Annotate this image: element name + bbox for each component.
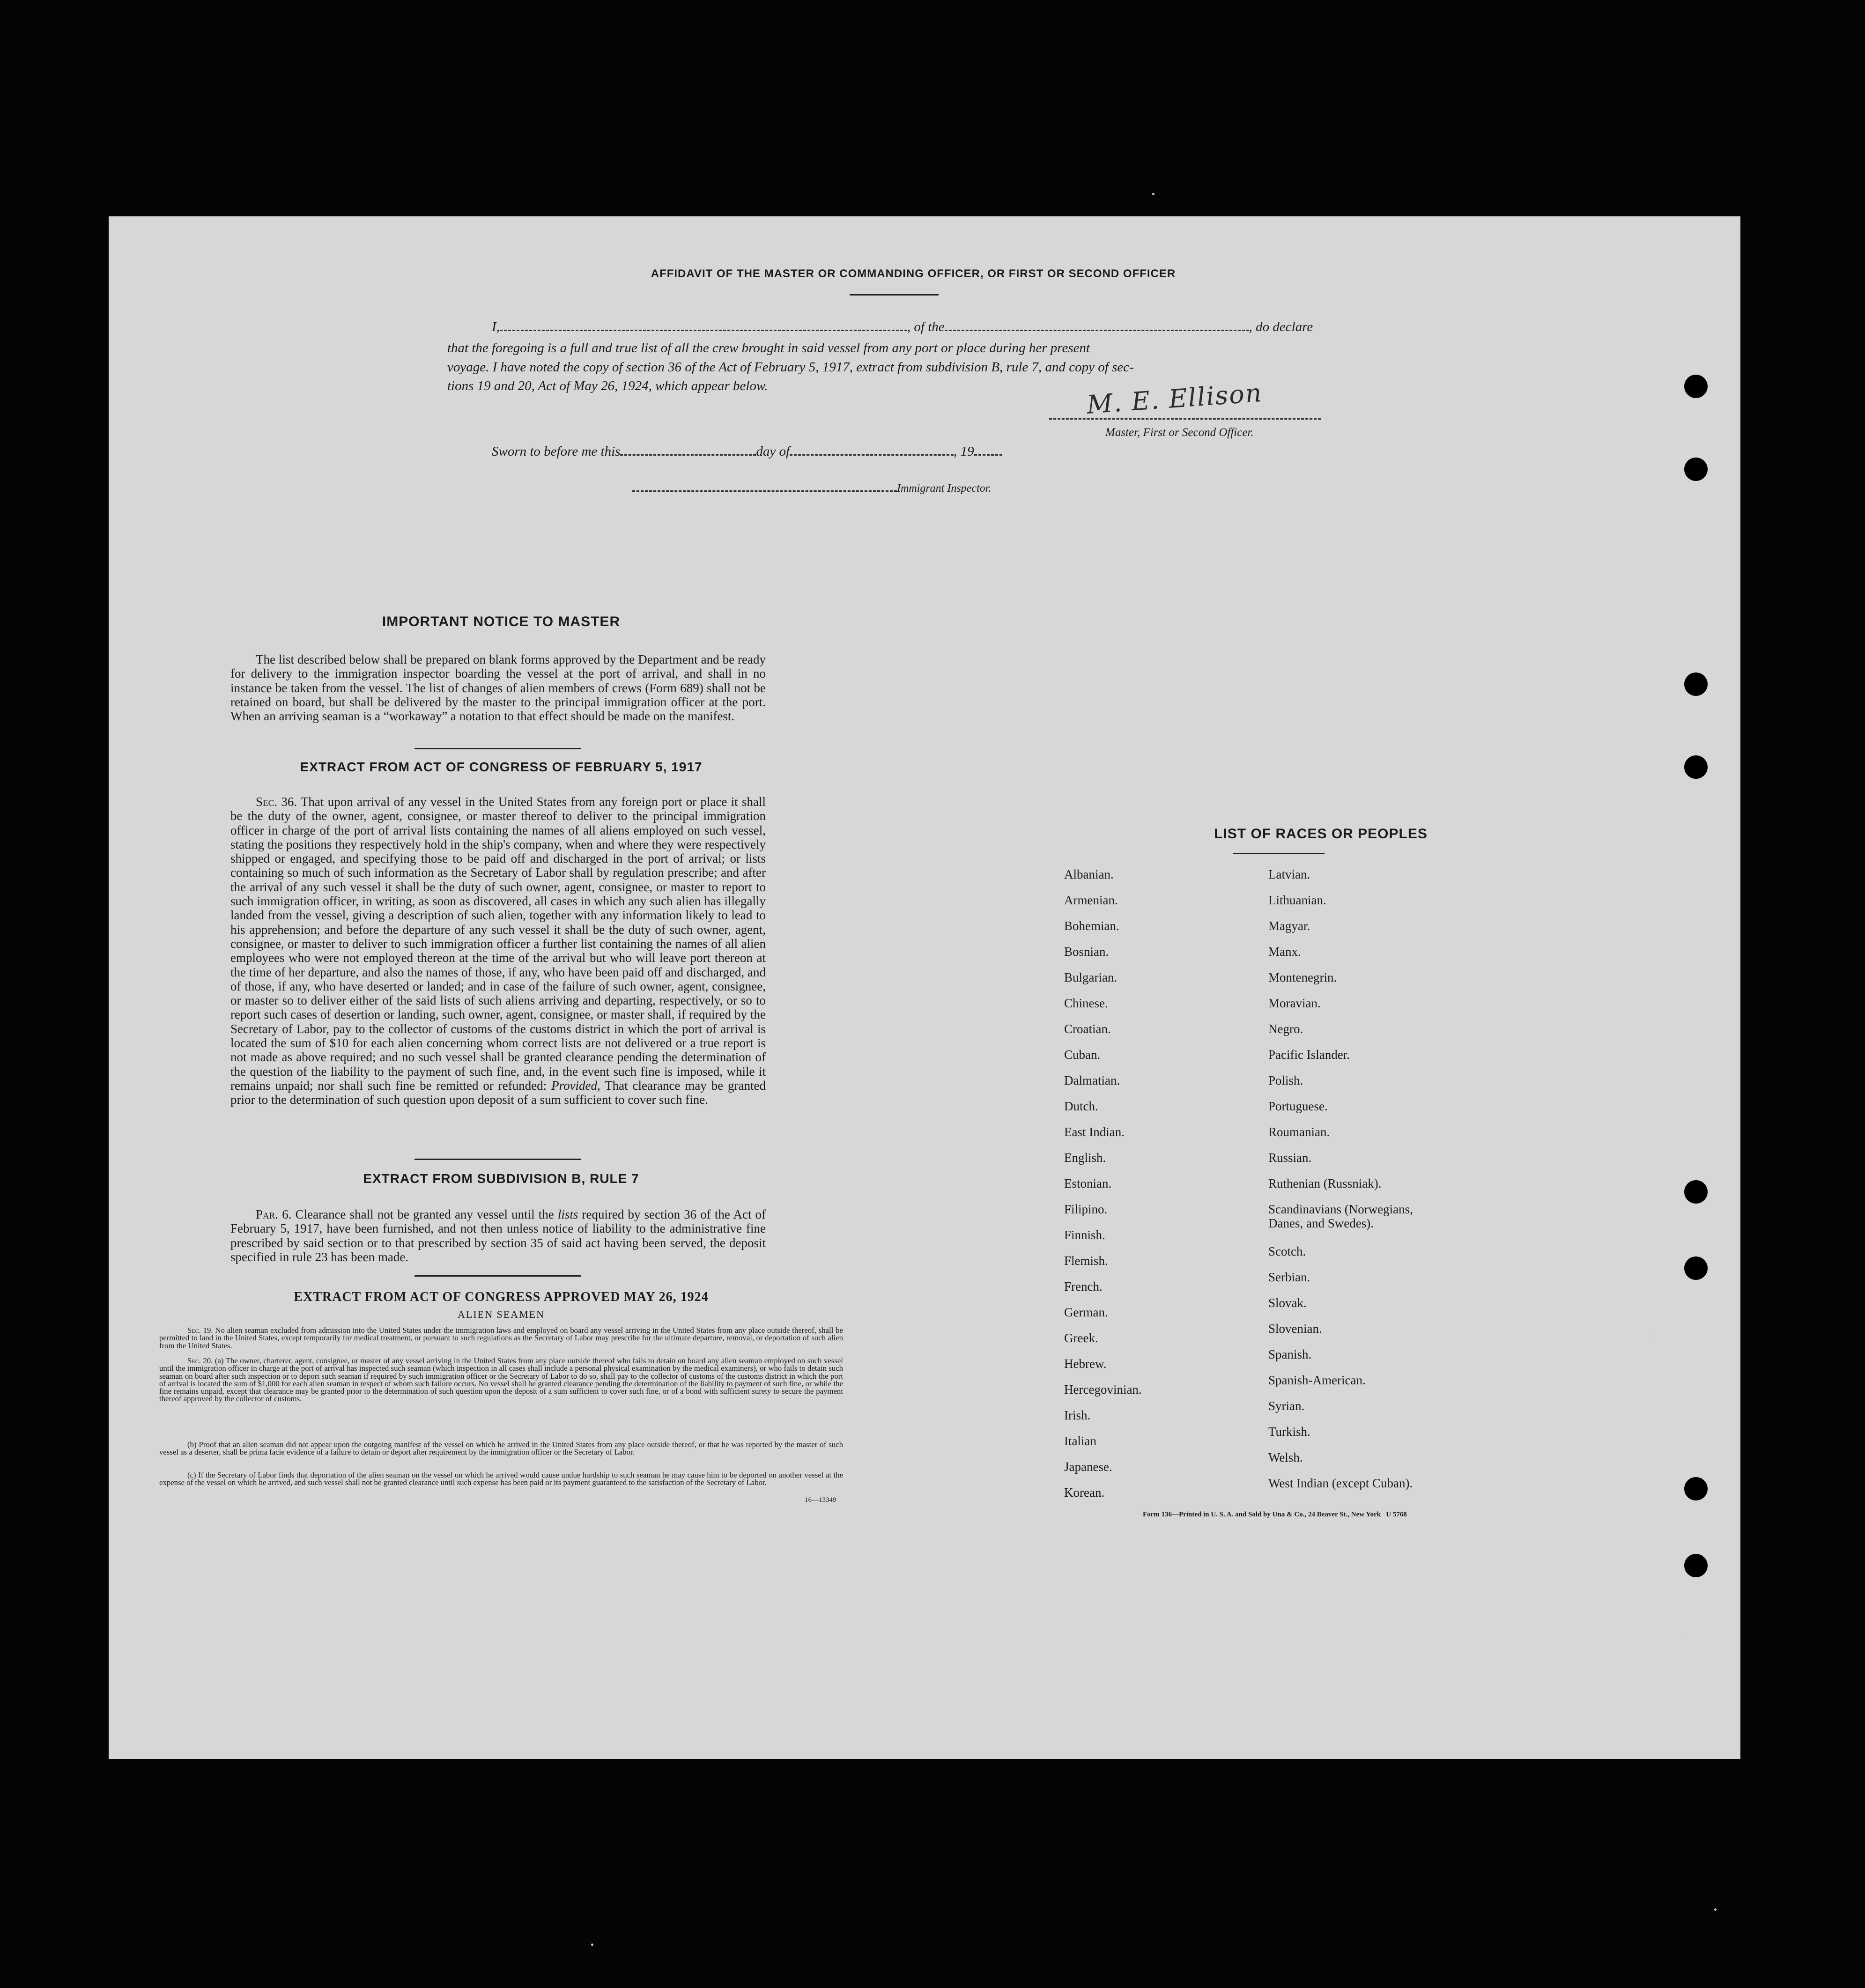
race-item: Bulgarian. bbox=[1064, 970, 1118, 984]
lists-word: lists bbox=[557, 1207, 578, 1221]
master-name-field[interactable] bbox=[500, 330, 907, 331]
race-item: Japanese. bbox=[1064, 1460, 1112, 1474]
section-19-text: No alien seaman excluded from admission into the United States under the immigration laws and employed on board any vessel arriving in the United States from any place outside thereof, shall be permitted to land in the United States, except temporarily for medical treatment, or pursuant to such regulations as the Secretary of Labor may prescribe for the ultimate departure, removal, or deportation of such alien from the United States. bbox=[159, 1326, 843, 1350]
races-title: LIST OF RACES OR PEOPLES bbox=[1214, 826, 1428, 842]
extract-1924-subtitle: ALIEN SEAMEN bbox=[458, 1308, 545, 1320]
extract-1917-body bbox=[230, 795, 766, 1107]
race-item: Finnish. bbox=[1064, 1228, 1105, 1242]
extract-1924-title: EXTRACT FROM ACT OF CONGRESS APPROVED MAY 26, 1924 bbox=[294, 1290, 709, 1304]
race-item: Dutch. bbox=[1064, 1099, 1098, 1113]
par-6-label: Par. 6. bbox=[256, 1207, 292, 1221]
race-item: Pacific Islander. bbox=[1268, 1048, 1350, 1062]
race-item: Chinese. bbox=[1064, 996, 1108, 1010]
extract-1917-title: EXTRACT FROM ACT OF CONGRESS OF FEBRUARY 5, 1917 bbox=[300, 760, 703, 774]
race-item: Irish. bbox=[1064, 1408, 1091, 1422]
affidavit-text-line-3: voyage. I have noted the copy of section 36 of the Act of February 5, 1917, extract from subdivision B, rule 7, and copy of sec- bbox=[447, 360, 1134, 375]
form-number: 16—13349 bbox=[805, 1496, 836, 1504]
section-19 bbox=[159, 1327, 843, 1350]
divider bbox=[850, 294, 939, 296]
par-6-text: Clearance shall not be granted any vessel until the bbox=[295, 1207, 554, 1221]
provided-label: Provided, bbox=[551, 1078, 600, 1093]
race-item: Spanish. bbox=[1268, 1347, 1312, 1361]
race-item: English. bbox=[1064, 1151, 1106, 1165]
section-20a-text: (a) The owner, charterer, agent, consignee, or master of any vessel arriving in the United States from any place outside thereof who fails to detain on board any alien seaman employed on such vessel until the immigration officer in charge at the port of arrival has inspected such seaman (which inspection in all cases shall include a personal physical examination by the medical examiners), or who fails to detain such seaman on board after such inspection or to deport such seaman if required by such immigration officer or the Secretary of Labor to do so, shall pay to the collector of customs of the customs district in which the port of arrival is located the sum of $1,000 for each alien seaman in respect of whom such failure occurs. No vessel shall be granted clearance pending the determination of the liability to payment of such fine, or while the fine remains unpaid, except that clearance may be granted prior to the determination of such question upon the deposit of a sum sufficient to cover such fine, or of a bond with sufficient surety to secure the payment thereof approved by the collector of customs. bbox=[159, 1356, 843, 1404]
race-item: Latvian. bbox=[1268, 867, 1310, 881]
notice-title: IMPORTANT NOTICE TO MASTER bbox=[382, 614, 621, 629]
affidavit-text-line-4: tions 19 and 20, Act of May 26, 1924, which appear below. bbox=[447, 378, 768, 393]
race-item: Serbian. bbox=[1268, 1270, 1310, 1284]
inspector-line bbox=[632, 482, 991, 495]
race-item: Russian. bbox=[1268, 1151, 1312, 1165]
race-item: Filipino. bbox=[1064, 1202, 1108, 1216]
rule7-title: EXTRACT FROM SUBDIVISION B, RULE 7 bbox=[363, 1171, 639, 1186]
affidavit-of-the: , of the bbox=[907, 319, 945, 334]
binder-hole bbox=[1684, 755, 1708, 779]
section-20-label: Sec. 20. bbox=[187, 1356, 213, 1365]
affidavit-i: I, bbox=[492, 319, 500, 334]
race-item: Flemish. bbox=[1064, 1254, 1108, 1268]
divider bbox=[414, 748, 581, 749]
races-list-right bbox=[1268, 867, 1484, 1502]
binder-hole bbox=[1684, 1477, 1708, 1500]
race-item: West Indian (except Cuban). bbox=[1268, 1476, 1413, 1490]
affidavit-text-line-2: that the foregoing is a full and true list of all the crew brought in said vessel from any port or place during her present bbox=[447, 340, 1090, 355]
race-item: Slovenian. bbox=[1268, 1322, 1322, 1336]
signature-line bbox=[1049, 418, 1321, 420]
inspector-signature-field[interactable] bbox=[632, 490, 897, 492]
section-36-text-end: That clearance may be granted prior to the determination of such question upon deposit of a sum sufficient to cover such fine. bbox=[230, 1078, 766, 1107]
race-item: Hebrew. bbox=[1064, 1357, 1107, 1371]
sworn-day-field[interactable] bbox=[620, 454, 756, 456]
race-item: Moravian. bbox=[1268, 996, 1321, 1010]
sworn-line bbox=[492, 444, 1002, 459]
section-20a bbox=[159, 1357, 843, 1403]
race-item: Greek. bbox=[1064, 1331, 1098, 1345]
signature-caption: Master, First or Second Officer. bbox=[1105, 426, 1254, 439]
divider bbox=[414, 1159, 581, 1160]
section-20c: (c) If the Secretary of Labor finds that deportation of the alien seaman on the vessel on which he arrived would cause undue hardship to such seaman he may cause him to be deported on another vessel at the expense of the vessel on which he arrived, and such vessel shall not be granted clearance until such expense has been paid or its payment guaranteed to the satisfaction of the Secretary of Labor. bbox=[159, 1471, 843, 1487]
sworn-month-field[interactable] bbox=[790, 454, 954, 456]
film-speck bbox=[1652, 1335, 1655, 1337]
sworn-prefix: Sworn to before me this bbox=[492, 444, 621, 459]
race-item: Lithuanian. bbox=[1268, 893, 1326, 907]
race-item: Portuguese. bbox=[1268, 1099, 1328, 1113]
race-item: Cuban. bbox=[1064, 1048, 1101, 1062]
race-item: Ruthenian (Russniak). bbox=[1268, 1176, 1382, 1190]
binder-hole bbox=[1684, 1554, 1708, 1577]
film-speck bbox=[1685, 1634, 1687, 1637]
divider bbox=[1233, 853, 1325, 854]
race-item: Scandinavians (Norwegians, Danes, and Swedes). bbox=[1268, 1202, 1413, 1230]
vessel-name-field[interactable] bbox=[945, 330, 1249, 331]
film-speck bbox=[1714, 1908, 1717, 1911]
race-item: Magyar. bbox=[1268, 919, 1310, 933]
race-item: Syrian. bbox=[1268, 1399, 1305, 1413]
race-item: Scotch. bbox=[1268, 1244, 1306, 1258]
inspector-caption: Immigrant Inspector. bbox=[897, 482, 992, 495]
binder-hole bbox=[1684, 1256, 1708, 1280]
divider bbox=[414, 1275, 581, 1277]
signature: M. E. Ellison bbox=[1086, 377, 1264, 420]
race-item: Estonian. bbox=[1064, 1176, 1112, 1190]
race-item: East Indian. bbox=[1064, 1125, 1125, 1139]
film-speck bbox=[591, 1944, 593, 1946]
race-item: Korean. bbox=[1064, 1485, 1105, 1500]
binder-hole bbox=[1684, 1180, 1708, 1204]
binder-hole bbox=[1684, 673, 1708, 696]
race-item: Armenian. bbox=[1064, 893, 1118, 907]
sworn-year-field[interactable] bbox=[974, 454, 1002, 456]
section-36-label: Sec. 36. bbox=[256, 795, 297, 809]
race-item: Croatian. bbox=[1064, 1022, 1111, 1036]
section-20b: (b) Proof that an alien seaman did not appear upon the outgoing manifest of the vessel on which he arrived in the United States from any place outside thereof, or that he was reported by the master of such vessel as a deserter, shall be prima facie evidence of a failure to detain or deport after requirement by the immigration officer or the Secretary of Labor. bbox=[159, 1440, 843, 1457]
affidavit-do-declare: , do declare bbox=[1249, 319, 1313, 334]
races-list-left bbox=[1064, 867, 1261, 1511]
race-item: German. bbox=[1064, 1305, 1108, 1319]
race-item: Montenegrin. bbox=[1268, 970, 1337, 984]
race-item: Negro. bbox=[1268, 1022, 1303, 1036]
sworn-year: , 19 bbox=[954, 444, 974, 459]
race-item: Albanian. bbox=[1064, 867, 1114, 881]
race-item: French. bbox=[1064, 1279, 1103, 1293]
section-19-label: Sec. 19. bbox=[187, 1326, 213, 1335]
sworn-day-of: day of bbox=[756, 444, 790, 459]
film-speck bbox=[1152, 193, 1155, 195]
race-item: Spanish-American. bbox=[1268, 1373, 1366, 1387]
race-item: Polish. bbox=[1268, 1073, 1303, 1087]
par-6-text-end: required by section 36 of the Act of February 5, 1917, have been furnished, and not then unless notice of liability to the administrative fine prescribed by said section or to that prescribed by section 35 of said act having been served, the deposit specified in rule 23 has been made. bbox=[230, 1207, 766, 1264]
affidavit-declaration-line bbox=[492, 319, 1349, 335]
notice-body: The list described below shall be prepared on blank forms approved by the Department and be ready for delivery to the immigration inspector boarding the vessel at the port of arrival, and shall in no instance be taken from the vessel. The list of changes of alien members of crews (Form 689) shall not be retained on board, but shall be delivered by the master to the principal immigration officer at the port. When an arriving seaman is a “workaway” a notation to that effect should be made on the manifest. bbox=[230, 652, 766, 724]
binder-hole bbox=[1684, 458, 1708, 481]
race-item: Turkish. bbox=[1268, 1425, 1310, 1439]
affidavit-title: AFFIDAVIT OF THE MASTER OR COMMANDING OFFICER, OR FIRST OR SECOND OFFICER bbox=[651, 267, 1176, 280]
race-item: Dalmatian. bbox=[1064, 1073, 1120, 1087]
rule7-body bbox=[230, 1207, 766, 1264]
race-item: Hercegovinian. bbox=[1064, 1382, 1142, 1397]
race-item: Welsh. bbox=[1268, 1450, 1303, 1464]
printer-note: Form 136—Printed in U. S. A. and Sold by Una & Co., 24 Beaver St., New York U 5768 bbox=[1143, 1511, 1407, 1518]
race-item: Roumanian. bbox=[1268, 1125, 1330, 1139]
race-item: Italian bbox=[1064, 1434, 1096, 1448]
section-36-text: That upon arrival of any vessel in the United States from any foreign port or place it shall be the duty of the owner, agent, consignee, or master thereof to deliver to the principal immigration officer in charge of the port of arrival lists containing the names of all aliens employed on such vessel, stating the positions they respectively hold in the ship's company, when and where they were respectively shipped or engaged, and specifying those to be paid off and discharged in the port of arrival; or lists containing so much of such information as the Secretary of Labor shall by regulation prescribe; and after the arrival of any such vessel it shall be the duty of such owner, agent, consignee, or master to report to such immigration officer, in writing, as soon as discovered, all cases in which any such alien has illegally landed from the vessel, giving a description of such alien, together with any information likely to lead to his apprehension; and before the departure of any such vessel it shall be the duty of such owner, agent, consignee, or master to deliver to such immigration officer a further list containing the names of all alien employees who were not employed thereon at the time of the arrival but who will leave port thereon at the time of her departure, and also the names of those, if any, who have been paid off and discharged, and of those, if any, who have deserted or landed; and in case of the failure of such owner, agent, consignee, or master so to deliver either of the said lists of such aliens arriving and departing, respectively, or so to report such cases of desertion or landing, such owner, agent, consignee, or master shall, if required by the Secretary of Labor, pay to the collector of customs of the customs district in which the port of arrival is located the sum of $10 for each alien concerning whom correct lists are not delivered or a true report is not made as above required; and no such vessel shall be granted clearance pending the determination of the question of the liability to the payment of such fine, and, in the event such fine is imposed, while it remains unpaid; nor shall such fine be remitted or refunded: bbox=[230, 795, 766, 1093]
binder-hole bbox=[1684, 375, 1708, 398]
race-item: Bosnian. bbox=[1064, 945, 1109, 959]
race-item: Manx. bbox=[1268, 945, 1301, 959]
race-item: Slovak. bbox=[1268, 1296, 1307, 1310]
race-item: Bohemian. bbox=[1064, 919, 1119, 933]
